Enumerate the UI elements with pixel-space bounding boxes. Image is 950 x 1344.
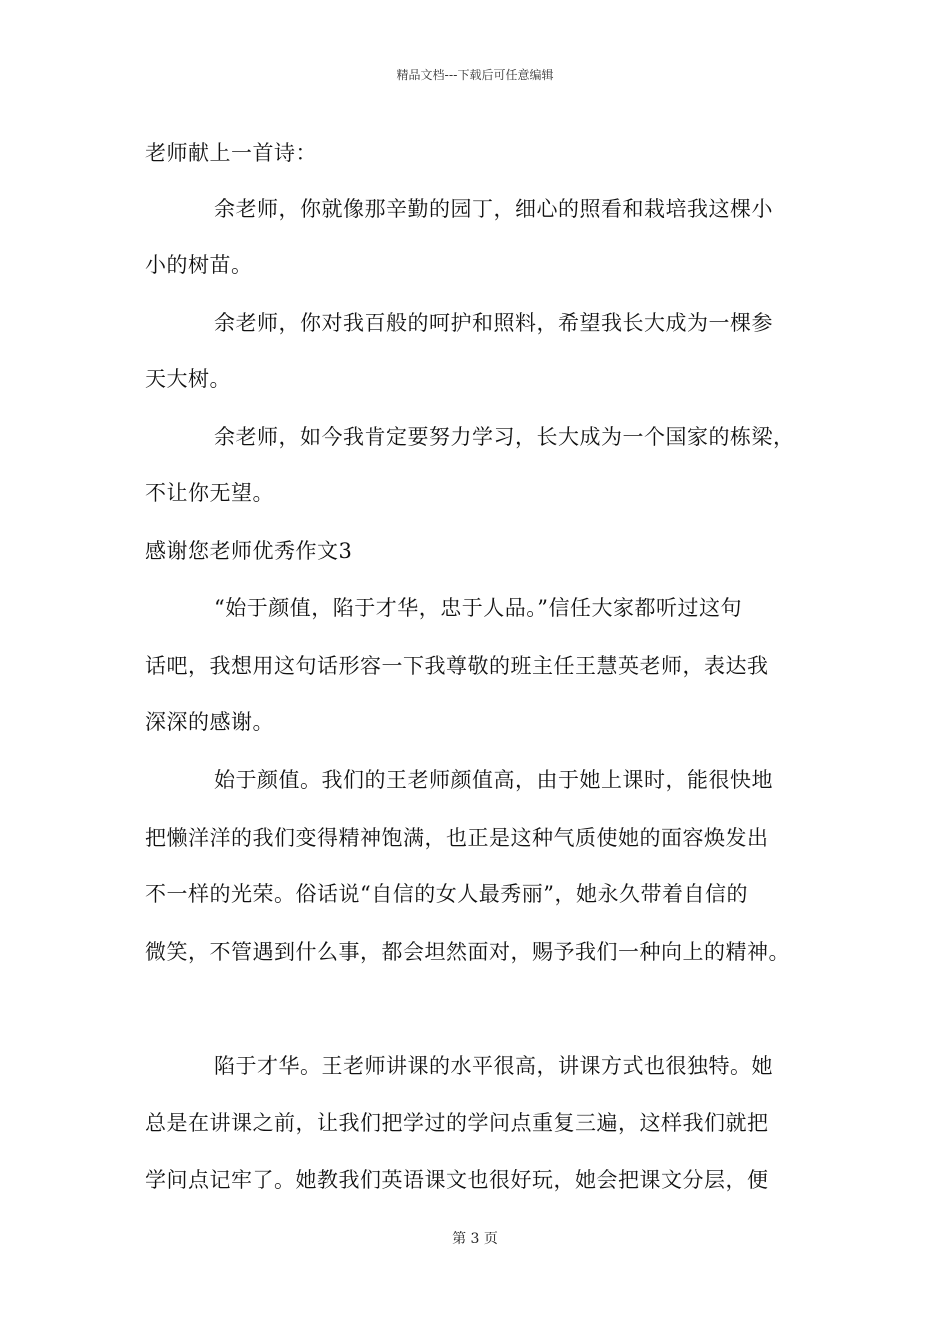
text-line: 学问点记牢了。她教我们英语课文也很好玩，她会把课文分层，便 (145, 1168, 769, 1192)
paragraph-first-line: 陷于才华。王老师讲课的水平很高，讲课方式也很独特。她 (214, 1054, 773, 1078)
text-line: 天大树。 (145, 367, 231, 391)
text-line: 不一样的光荣。俗话说“自信的女人最秀丽”，她永久带着自信的 (145, 882, 748, 906)
page-header: 精品文档---下载后可任意编辑 (396, 68, 554, 82)
paragraph-first-line: 余老师，如今我肯定要努力学习，长大成为一个国家的栋梁， (214, 425, 795, 449)
text-line: 微笑，不管遇到什么事，都会坦然面对，赐予我们一种向上的精神。 (145, 940, 790, 964)
section-heading: 感谢您老师优秀作文3 (145, 539, 353, 563)
paragraph-first-line: 始于颜值。我们的王老师颜值高，由于她上课时，能很快地 (214, 768, 773, 792)
paragraph-first-line: 余老师，你对我百般的呵护和照料，希望我长大成为一棵参 (214, 311, 773, 335)
text-line: 话吧，我想用这句话形容一下我尊敬的班主任王慧英老师，表达我 (145, 654, 769, 678)
paragraph-first-line: “始于颜值，陷于才华，忠于人品。”信任大家都听过这句 (214, 596, 742, 620)
text-line: 把懒洋洋的我们变得精神饱满，也正是这种气质使她的面容焕发出 (145, 826, 769, 850)
page-number: 第 3 页 (452, 1231, 498, 1247)
text-line: 总是在讲课之前，让我们把学过的学问点重复三遍，这样我们就把 (145, 1111, 769, 1135)
paragraph-first-line: 余老师，你就像那辛勤的园丁，细心的照看和栽培我这棵小 (214, 197, 773, 221)
text-line: 老师献上一首诗： (145, 141, 317, 165)
text-line: 深深的感谢。 (145, 710, 274, 734)
text-line: 不让你无望。 (145, 481, 274, 505)
text-line: 小的树苗。 (145, 253, 253, 277)
